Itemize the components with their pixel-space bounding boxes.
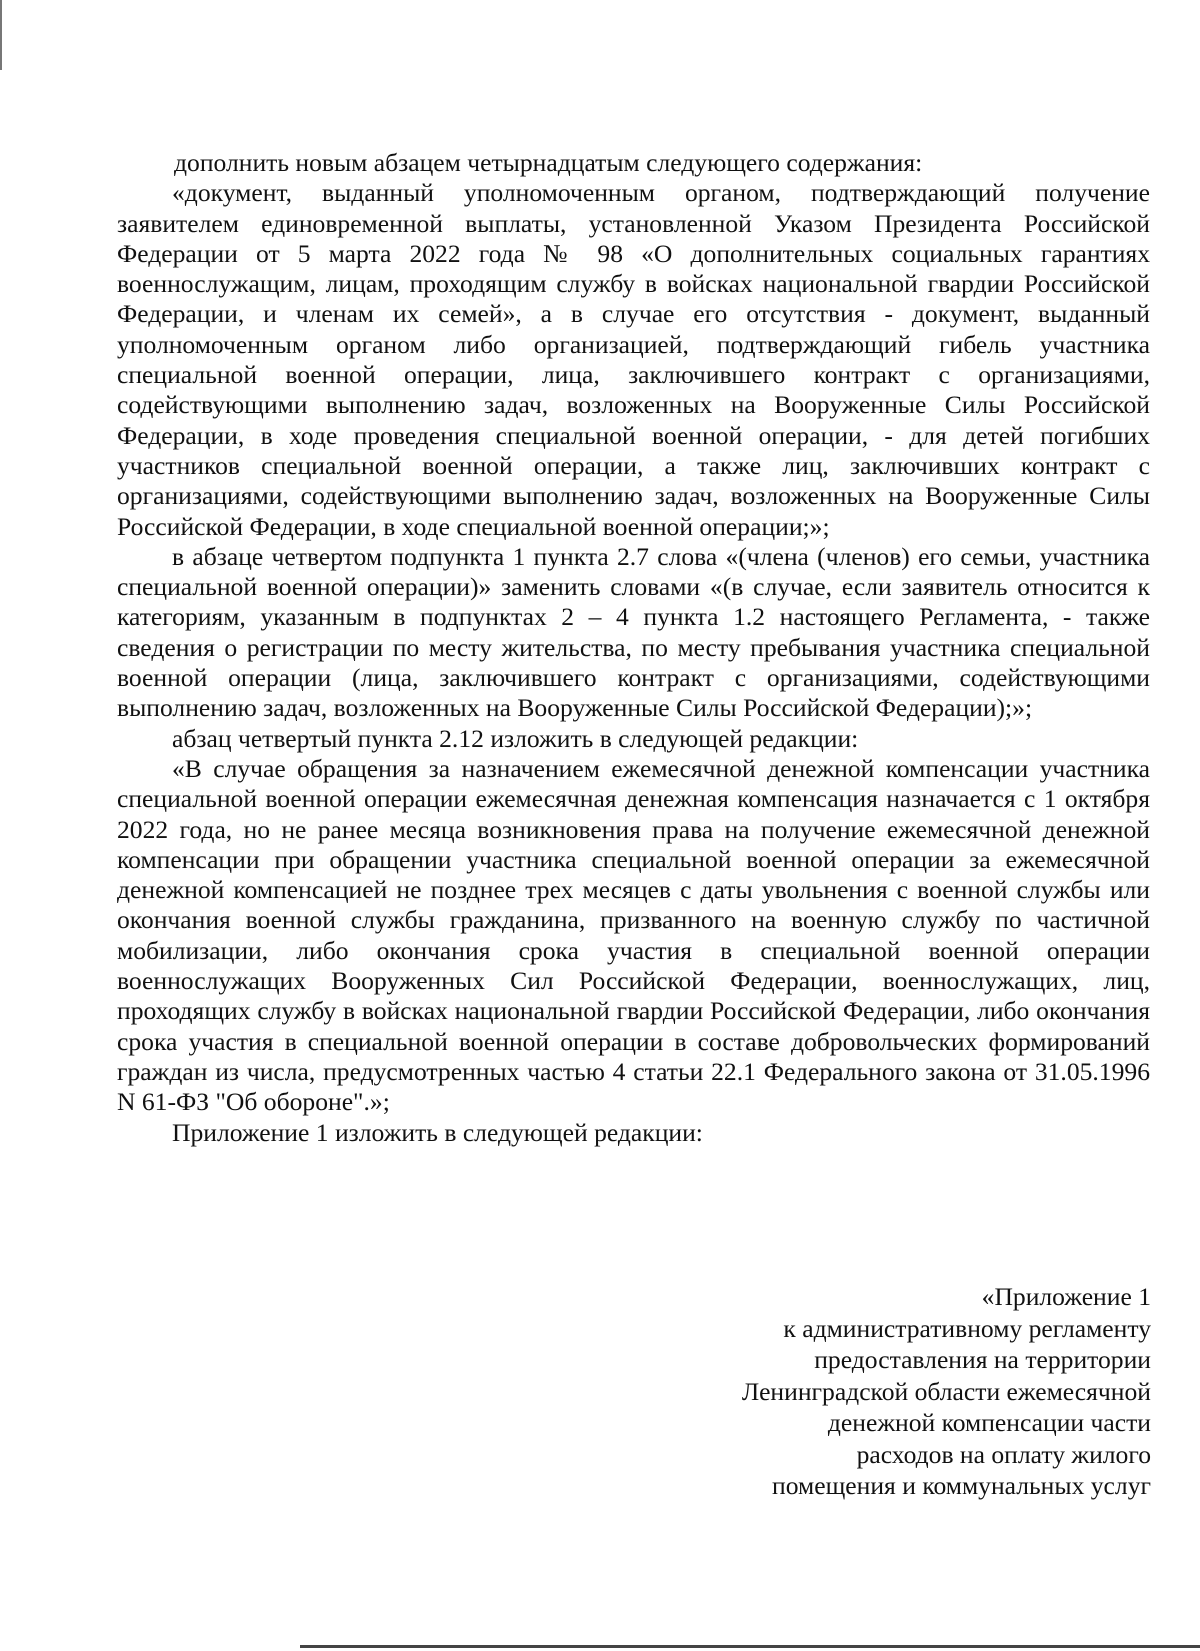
paragraph-amend-2-12-text: «В случае обращения за назначением ежемесячной денежной компенсации участника специальной военной операции ежемесячная денежная компенсация назначается с 1 октября 2022 года, но не ранее месяца возникновения права на получение ежемесячной денежной компенсации при обращении участника специальной военной операции за ежемесячной денежной компенсацией не позднее трех месяцев с даты увольнения с военной службы или окончания военной службы гражданина, призванного на военную службу по частичной мобилизации, либо окончания срока участия в специальной военной операции военнослужащих Вооруженных Сил Российской Федерации, военнослужащих, лиц, проходящих службу в войсках национальной гвардии Российской Федерации, либо окончания срока участия в специальной военной операции в составе добровольческих формирований граждан из числа, предусмотренных частью 4 статьи 22.1 Федерального закона от 31.05.1996 N 61-ФЗ "Об обороне".»; [117, 753, 1150, 1117]
paragraph-amend-2-7: в абзаце четвертом подпункта 1 пункта 2.7 слова «(члена (членов) его семьи, участника специальной военной операции)» заменить словами «(в случае, если заявитель относится к категориям, указанным в подпунктах 2 – 4 пункта 1.2 настоящего Регламента, - также сведения о регистрации по месту жительства, по месту пребывания участника специальной военной операции (лица, заключившего контракт с организациями, содействующими выполнению задач, возложенных на Вооруженные Силы Российской Федерации);»; [117, 541, 1150, 723]
appendix-header-line: «Приложение 1 [981, 1282, 1151, 1311]
appendix-header-line: Ленинградской области ежемесячной [741, 1376, 1151, 1406]
appendix-header-line: к административному регламенту [783, 1313, 1151, 1343]
scan-edge-left [0, 0, 2, 70]
appendix-header [631, 1281, 1151, 1502]
document-body [117, 148, 1150, 1148]
paragraph-appendix-intro: Приложение 1 изложить в следующей редакции: [172, 1117, 703, 1147]
paragraph-amend-2-12-intro: абзац четвертый пункта 2.12 изложить в следующей редакции: [172, 723, 859, 753]
appendix-header-line: помещения и коммунальных услуг [772, 1471, 1151, 1500]
paragraph-document-quote: «документ, выданный уполномоченным органом, подтверждающий получение заявителем единовременной выплаты, установленной Указом Президента Российской Федерации от 5 марта 2022 года № 98 «О дополнительных социальных гарантиях военнослужащим, лицам, проходящим службу в войсках национальной гвардии Российской Федерации, и членам их семей», а в случае его отсутствия - документ, выданный уполномоченным органом либо организацией, подтверждающий гибель участника специальной военной операции, лица, заключившего контракт с организациями, содействующими выполнению задач, возложенных на Вооруженные Силы Российской Федерации, в ходе проведения специальной военной операции, - для детей погибших участников специальной военной операции, а также лиц, заключивших контракт с организациями, содействующими выполнению задач, возложенных на Вооруженные Силы Российской Федерации, в ходе специальной военной операции;»; [117, 178, 1150, 541]
appendix-header-line: расходов на оплату жилого [856, 1439, 1151, 1469]
appendix-header-line: денежной компенсации части [827, 1408, 1151, 1437]
scan-edge-bottom [300, 1645, 1200, 1648]
appendix-header-line: предоставления на территории [814, 1345, 1151, 1374]
paragraph-add-abstract: дополнить новым абзацем четырнадцатым следующего содержания: [174, 148, 923, 177]
